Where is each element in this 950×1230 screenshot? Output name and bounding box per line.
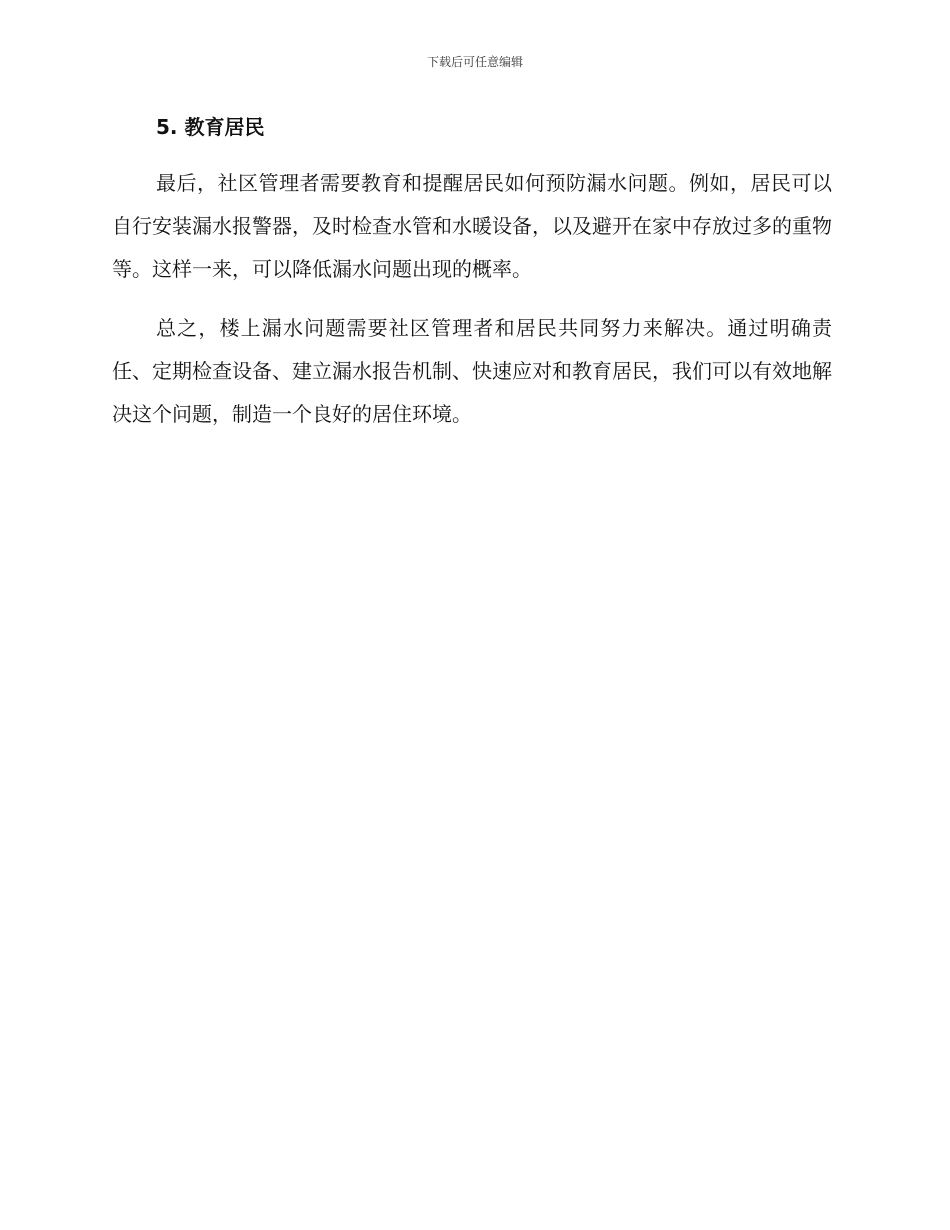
- paragraph-education: 最后，社区管理者需要教育和提醒居民如何预防漏水问题。例如，居民可以自行安装漏水报警器，及时检查水管和水暖设备，以及避开在家中存放过多的重物等。这样一来，可以降低漏水问题出现的概率。: [112, 171, 832, 281]
- paragraph-conclusion: 总之，楼上漏水问题需要社区管理者和居民共同努力来解决。通过明确责任、定期检查设备、建立漏水报告机制、快速应对和教育居民，我们可以有效地解决这个问题，制造一个良好的居住环境。: [112, 316, 832, 426]
- page-header-note: 下载后可任意编辑: [426, 55, 523, 69]
- section-heading: 5. 教育居民: [156, 115, 265, 139]
- document-body: [112, 112, 832, 436]
